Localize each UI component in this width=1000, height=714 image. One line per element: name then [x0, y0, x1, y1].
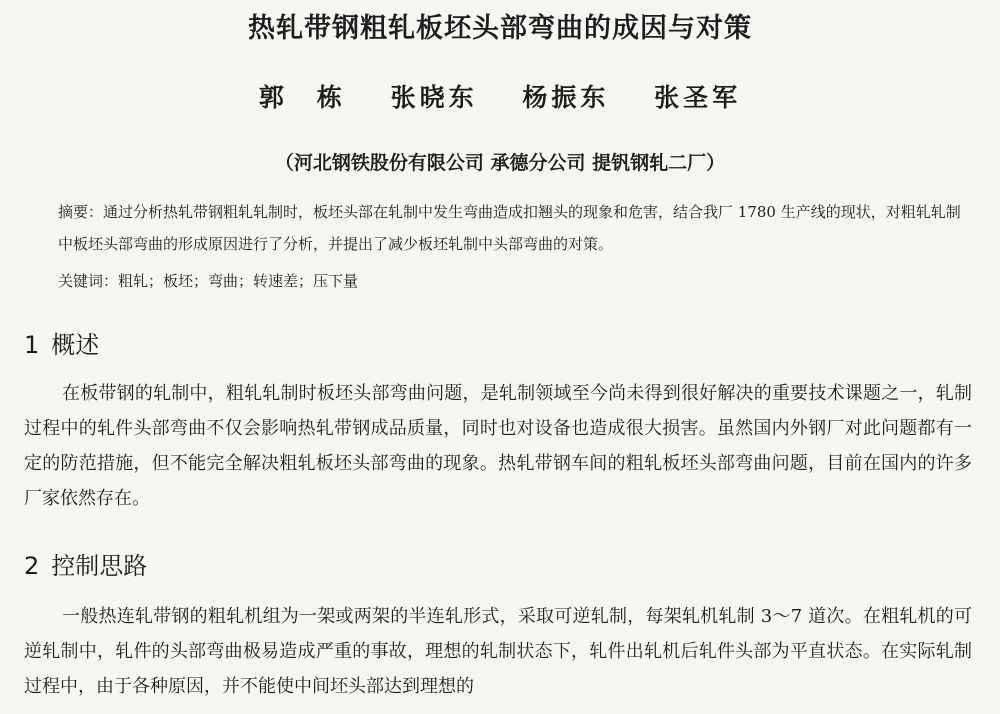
paper-title: 热轧带钢粗轧板坯头部弯曲的成因与对策 — [248, 13, 752, 44]
author-name: 张圣军 — [654, 83, 742, 112]
section-heading-overview — [24, 325, 99, 360]
section-paragraph: 在板带钢的轧制中，粗轧轧制时板坯头部弯曲问题，是轧制领域至今尚未得到很好解决的重要技术课题之一，轧制过程中的轧件头部弯曲不仅会影响热轧带钢成品质量，同时也对设备也造成很大损害。虽然国内外钢厂对此问题都有一定的防范措施，但不能完全解决粗轧板坯头部弯曲的现象。热轧带钢车间的粗轧板坯头部弯曲问题，目前在国内的许多厂家依然存在。 — [24, 383, 972, 509]
section-number: 2 — [24, 552, 40, 580]
author-name: 杨振东 — [522, 83, 610, 112]
section-number: 1 — [24, 331, 40, 359]
keywords: 关键词：粗轧；板坯；弯曲；转速差；压下量 — [58, 272, 359, 290]
abstract: 摘要：通过分析热轧带钢粗轧轧制时，板坯头部在轧制中发生弯曲造成扣翘头的现象和危害，结合我厂 1780 生产线的现状，对粗轧轧制中板坯头部弯曲的形成原因进行了分析，并提出了减少板坯轧制中头部弯曲的对策。 — [58, 203, 961, 253]
section-heading-control-approach — [24, 546, 147, 581]
author-name: 郭 栋 — [258, 83, 346, 112]
section-title: 概述 — [51, 331, 100, 359]
author-list — [0, 78, 1000, 114]
affiliation: （河北钢铁股份有限公司 承德分公司 提钒钢轧二厂） — [274, 152, 726, 174]
author-name: 张晓东 — [390, 83, 478, 112]
section-paragraph: 一般热连轧带钢的粗轧机组为一架或两架的半连轧形式，采取可逆轧制，每架轧机轧制 3～7 道次。在粗轧机的可逆轧制中，轧件的头部弯曲极易造成严重的事故，理想的轧制状态下，轧件出轧机后轧件头部为平直状态。在实际轧制过程中，由于各种原因，并不能使中间坯头部达到理想的 — [24, 606, 972, 697]
section-title: 控制思路 — [51, 552, 148, 580]
